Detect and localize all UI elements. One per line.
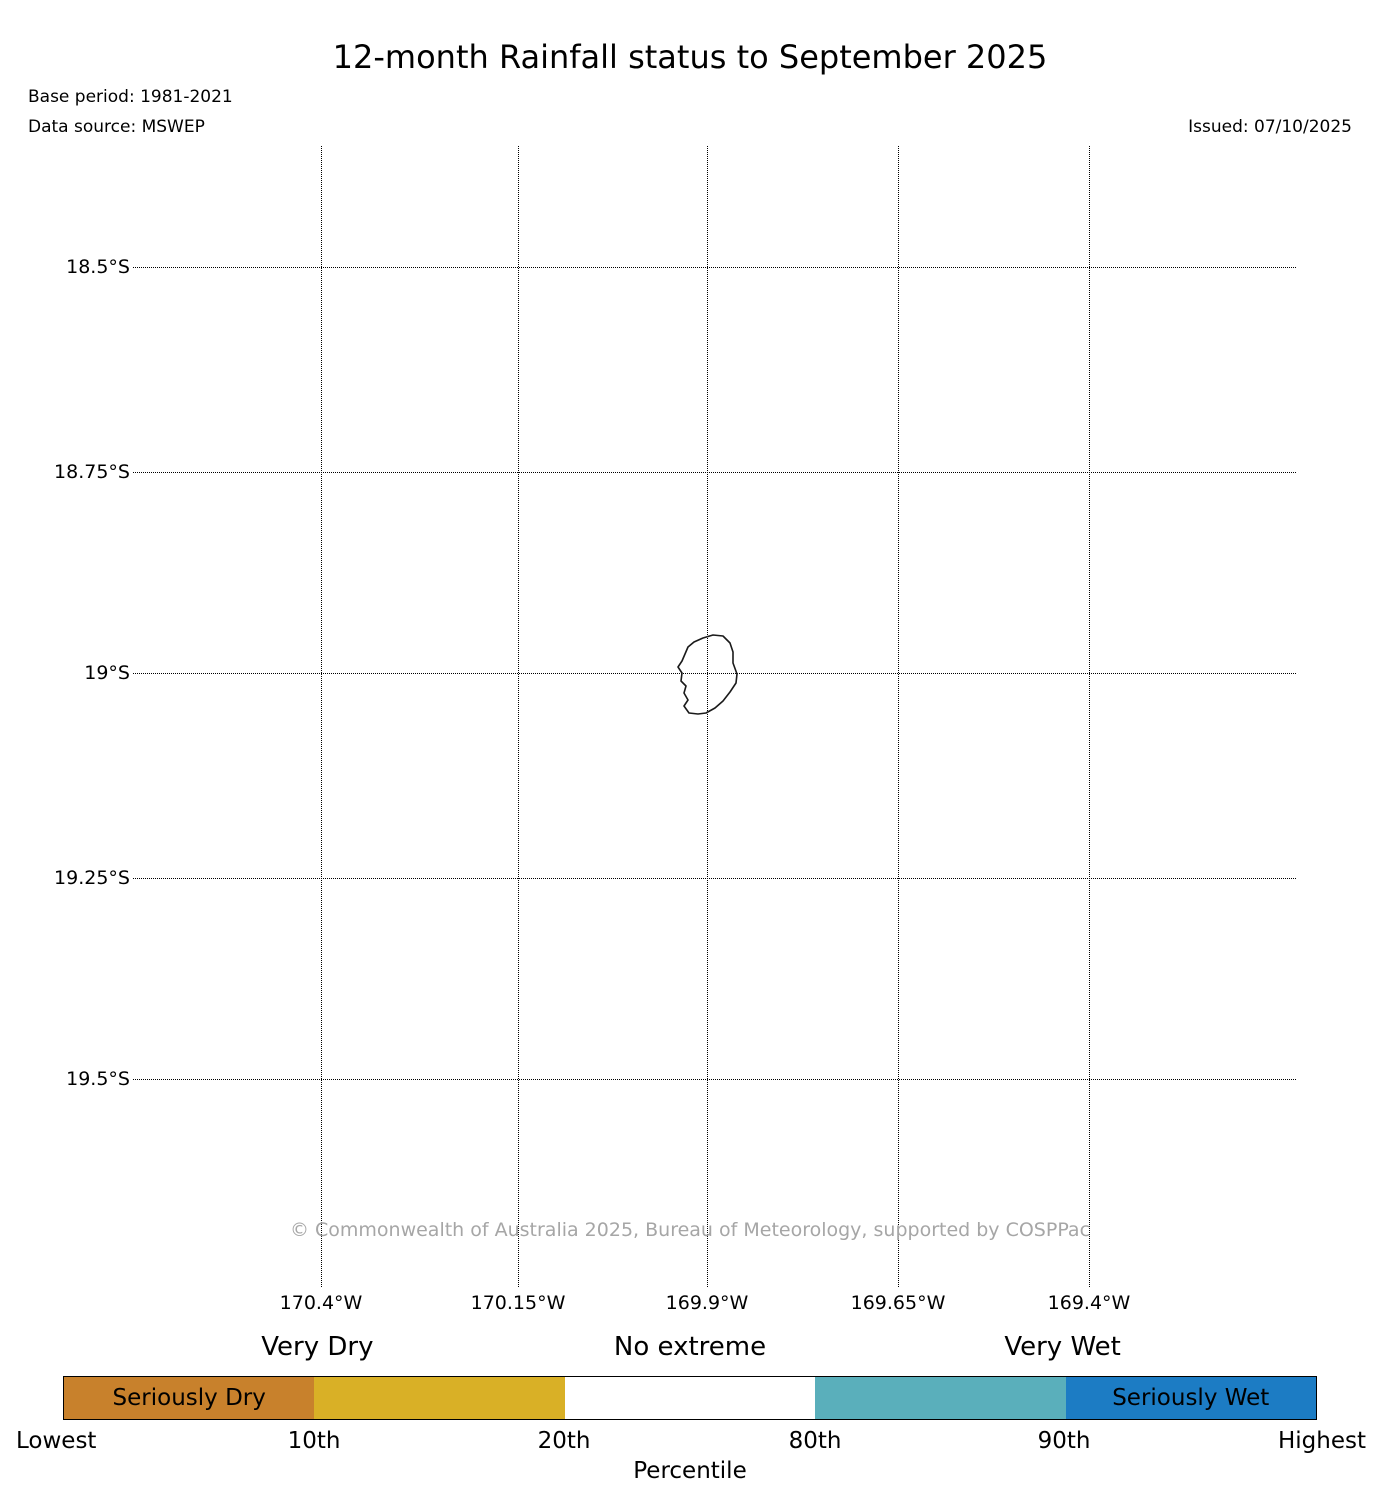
legend-tick-10th: 10th bbox=[287, 1428, 341, 1454]
y-tick-label-19: 19°S bbox=[84, 662, 130, 684]
legend-tick-80th: 80th bbox=[788, 1428, 842, 1454]
base-period-label: Base period: 1981-2021 bbox=[28, 87, 233, 107]
legend-color-bar bbox=[63, 1376, 1317, 1420]
legend-category-very-dry: Very Dry bbox=[261, 1332, 374, 1362]
legend-segment-neutral bbox=[565, 1377, 815, 1419]
legend-segment-seriously-dry: Seriously Dry bbox=[64, 1377, 314, 1419]
map-plot-area bbox=[133, 146, 1296, 1287]
page-title: 12-month Rainfall status to September 2025 bbox=[332, 38, 1048, 76]
legend-segment-dry bbox=[314, 1377, 564, 1419]
x-tick-label-169-65: 169.65°W bbox=[850, 1292, 946, 1314]
y-tick-label-19-25: 19.25°S bbox=[54, 867, 130, 889]
x-tick-label-169-9: 169.9°W bbox=[665, 1292, 749, 1314]
legend-tick-row bbox=[0, 1428, 1380, 1458]
data-source-label: Data source: MSWEP bbox=[28, 117, 205, 137]
y-tick-label-19-5: 19.5°S bbox=[66, 1068, 130, 1090]
legend-axis-title: Percentile bbox=[633, 1458, 747, 1484]
x-tick-label-169-4: 169.4°W bbox=[1047, 1292, 1131, 1314]
legend-category-very-wet: Very Wet bbox=[1004, 1332, 1121, 1362]
copyright-notice: © Commonwealth of Australia 2025, Bureau of Meteorology, supported by COSPPac bbox=[289, 1219, 1091, 1241]
x-tick-label-170-4: 170.4°W bbox=[279, 1292, 363, 1314]
island-outline bbox=[133, 146, 1296, 1287]
legend-category-row bbox=[0, 1332, 1380, 1368]
legend-segment-wet bbox=[815, 1377, 1065, 1419]
issued-date-label: Issued: 07/10/2025 bbox=[1188, 117, 1352, 137]
legend-tick-lowest: Lowest bbox=[16, 1428, 97, 1454]
legend-category-no-extreme: No extreme bbox=[613, 1332, 767, 1362]
legend-tick-20th: 20th bbox=[537, 1428, 591, 1454]
y-tick-label-18-75: 18.75°S bbox=[54, 461, 130, 483]
legend-tick-highest: Highest bbox=[1277, 1428, 1366, 1454]
legend-tick-90th: 90th bbox=[1037, 1428, 1091, 1454]
legend-segment-seriously-wet: Seriously Wet bbox=[1066, 1377, 1316, 1419]
x-tick-label-170-15: 170.15°W bbox=[470, 1292, 566, 1314]
y-tick-label-18-5: 18.5°S bbox=[66, 256, 130, 278]
